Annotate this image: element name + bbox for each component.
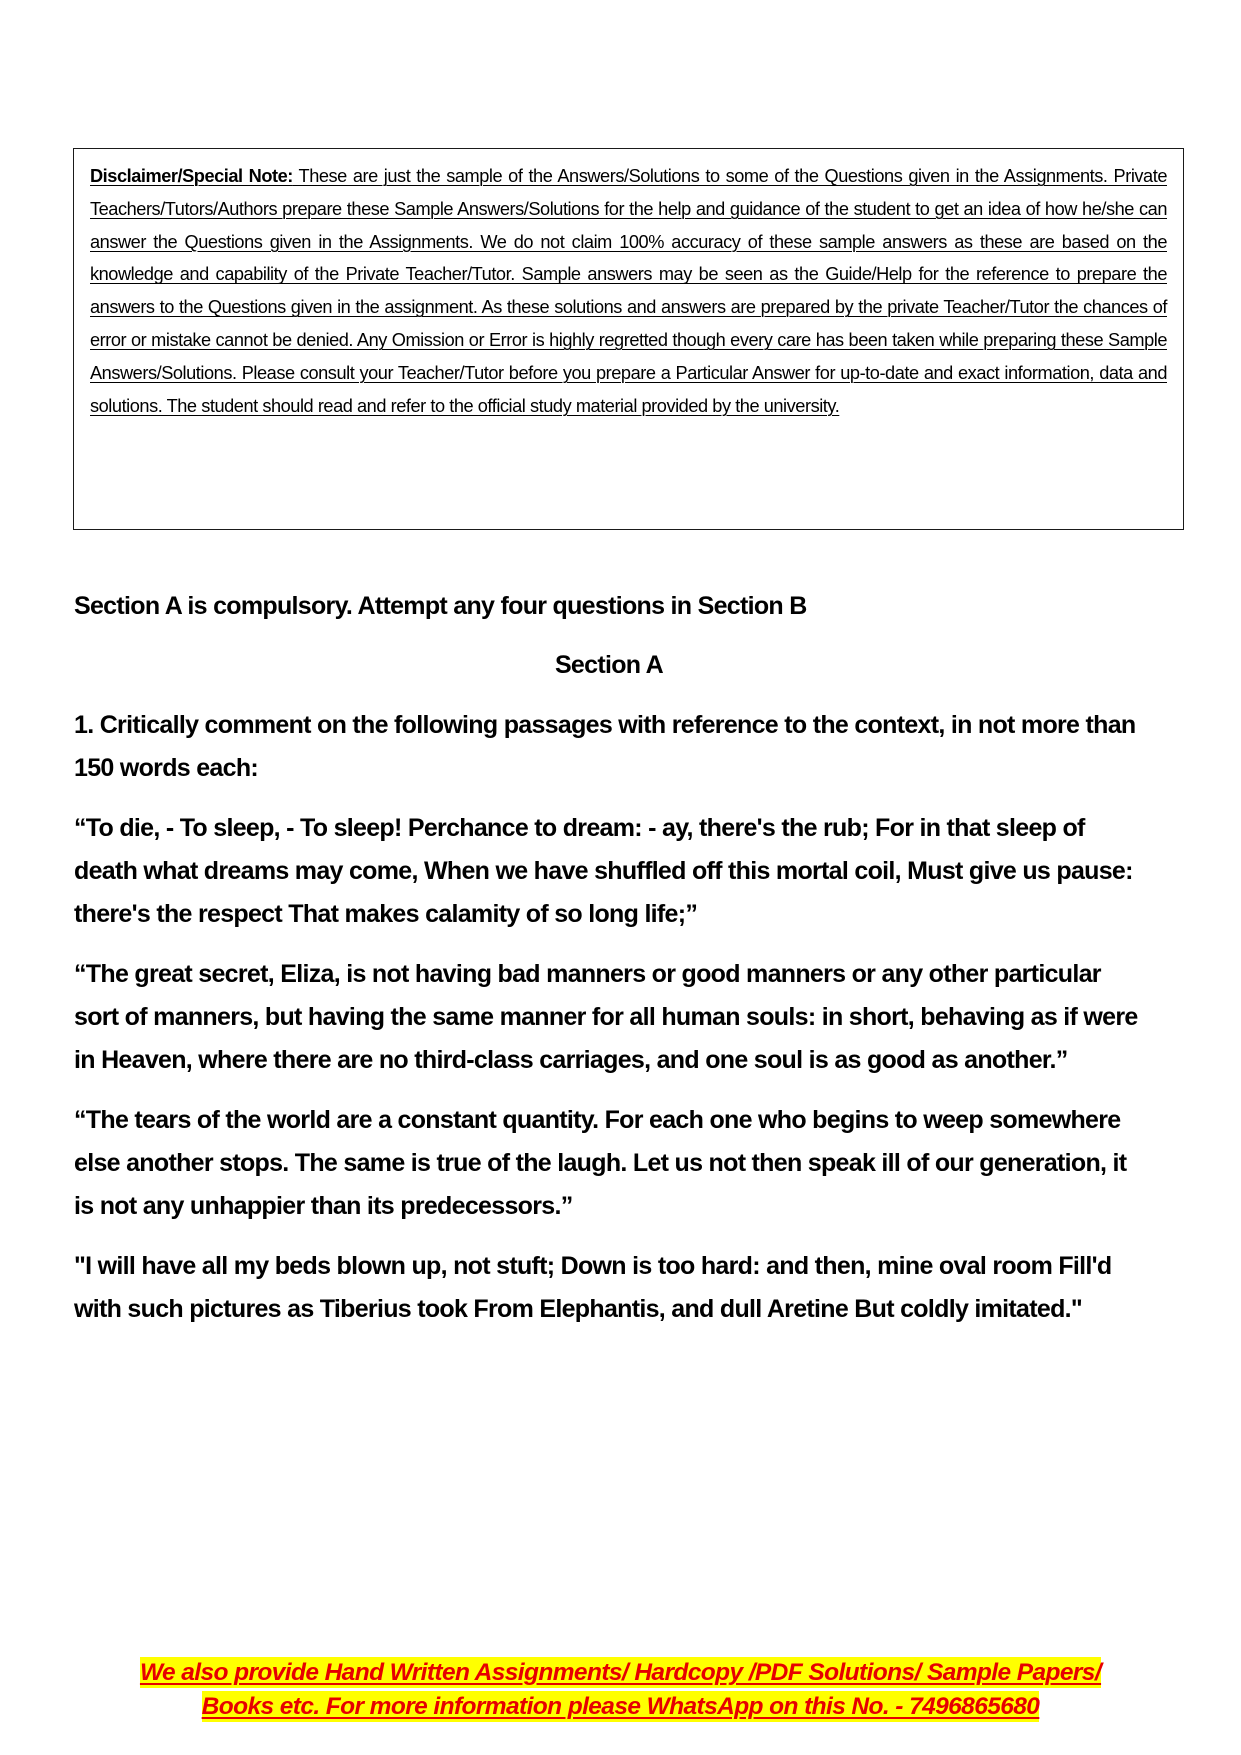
footer-line-2: Books etc. For more information please WhatsApp on this No. - 7496865680 <box>201 1693 1040 1720</box>
passage-4: "I will have all my beds blown up, not stuft; Down is too hard: and then, mine oval room Fill'd with such pictures as Tiberius took From Elephantis, and dull Aretine But coldly imitated." <box>74 1252 1112 1323</box>
section-title: Section A <box>554 651 664 679</box>
disclaimer-paragraph <box>90 160 1167 422</box>
assignment-content <box>74 585 1144 1331</box>
passage-3: “The tears of the world are a constant quantity. For each one who begins to weep somewhere else another stops. The same is true of the laugh. Let us not then speak ill of our generation, it is not any unhappier than its predecessors.” <box>74 1106 1127 1220</box>
footer-advertisement <box>0 1656 1241 1724</box>
disclaimer-body: These are just the sample of the Answers/Solutions to some of the Questions given in the Assignments. Private Teachers/Tutors/Authors prepare these Sample Answers/Solutions for the help and guidance of the student to get an idea of how he/she can answer the Questions given in the Assignments. We do not claim 100% accuracy of these sample answers as these are based on the knowledge and capability of the Private Teacher/Tutor. Sample answers may be seen as the Guide/Help for the reference to prepare the answers to the Questions given in the assignment. As these solutions and answers are prepared by the private Teacher/Tutor the chances of error or mistake cannot be denied. Any Omission or Error is highly regretted though every care has been taken while preparing these Sample Answers/Solutions. Please consult your Teacher/Tutor before you prepare a Particular Answer for up-to-date and exact information, data and solutions. The student should read and refer to the official study material provided by the university. <box>90 166 1167 416</box>
disclaimer-label: Disclaimer/Special Note: <box>90 166 293 186</box>
footer-line-1: We also provide Hand Written Assignments/ Hardcopy /PDF Solutions/ Sample Papers/ <box>139 1659 1102 1686</box>
section-instructions: Section A is compulsory. Attempt any four questions in Section B <box>74 592 807 620</box>
passage-2: “The great secret, Eliza, is not having bad manners or good manners or any other particular sort of manners, but having the same manner for all human souls: in short, behaving as if were in Heaven, where there are no third-class carriages, and one soul is as good as another.” <box>74 960 1138 1074</box>
disclaimer-box <box>73 148 1184 530</box>
question-1: 1. Critically comment on the following passages with reference to the context, in not more than 150 words each: <box>74 711 1136 782</box>
passage-1: “To die, - To sleep, - To sleep! Perchance to dream: - ay, there's the rub; For in that sleep of death what dreams may come, When we have shuffled off this mortal coil, Must give us pause: there's the respect That makes calamity of so long life;” <box>74 814 1133 928</box>
